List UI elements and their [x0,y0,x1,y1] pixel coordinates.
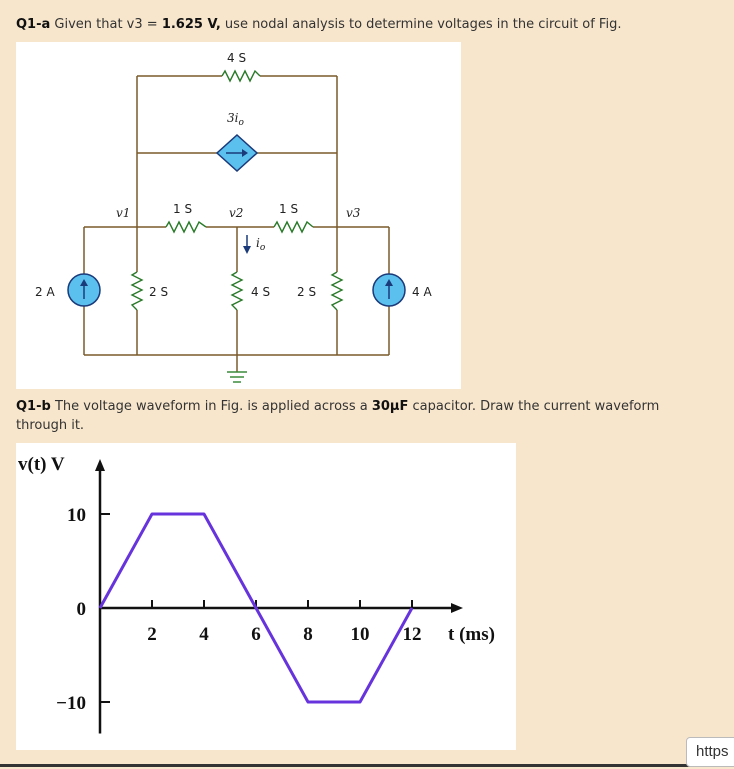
label-r-left: 2 S [149,285,169,299]
resistor-right [332,272,342,310]
current-source-left-icon [68,274,100,306]
resistor-left [132,272,142,310]
current-source-right-icon [373,274,405,306]
label-r12: 1 S [173,202,193,216]
url-stub-link[interactable]: https [686,737,734,767]
label-node-v1: v1 [116,206,131,220]
label-r-mid: 4 S [251,285,271,299]
label-right-source: 4 A [412,285,432,299]
label-r-right: 2 S [297,285,317,299]
waveform-chart [16,443,516,750]
label-r23: 1 S [279,202,299,216]
current-io-arrow-icon [243,235,251,254]
question-1b-text: The voltage waveform in Fig. is applied across a [50,399,372,414]
label-current-io: $i_o$ [256,236,266,253]
circuit-figure [16,42,461,389]
y-axis-label: v(t) V [18,454,65,475]
question-1a-text: Given that v3 = [50,17,162,32]
label-node-v2: v2 [229,206,244,220]
label-left-source: 2 A [35,285,55,299]
resistor-r12 [166,222,206,232]
y-tick-label: −10 [56,693,86,714]
chart-axes [95,459,463,734]
circuit-diagram [16,42,461,389]
x-tick-label: 6 [251,624,261,645]
x-axis-label: t (ms) [448,624,495,645]
x-tick-label: 10 [350,624,370,645]
bottom-divider [0,764,734,767]
resistor-mid [232,272,242,310]
x-tick-label: 2 [147,624,157,645]
ground-icon [227,372,247,382]
question-1a-prefix: Q1-a [16,17,51,32]
x-axis-arrow-icon [451,603,463,613]
question-1b [16,399,659,414]
y-tick-label: 10 [67,505,86,526]
question-1a [16,17,621,32]
label-top-conductance: 4 S [227,51,247,65]
x-tick-label: 4 [199,624,209,645]
question-1b-text-end: capacitor. Draw the current waveform [408,399,660,414]
question-1a-text-end: use nodal analysis to determine voltages in the circuit of Fig. [220,17,622,32]
question-1b-line2: through it. [16,418,85,433]
question-1b-value: 30μF [371,399,409,414]
resistor-r23 [274,222,313,232]
question-1a-value: 1.625 V, [161,17,221,32]
x-tick-label: 8 [303,624,313,645]
label-node-v3: v3 [346,206,361,220]
dependent-source-icon [217,135,257,171]
x-tick-label: 12 [402,624,422,645]
label-dependent-source: $3i_o$ [227,111,244,128]
y-tick-label: 0 [76,599,86,620]
resistor-top [222,71,260,81]
question-1b-prefix: Q1-b [16,399,51,414]
y-axis-arrow-icon [95,459,105,471]
waveform-chart-svg [16,443,516,750]
